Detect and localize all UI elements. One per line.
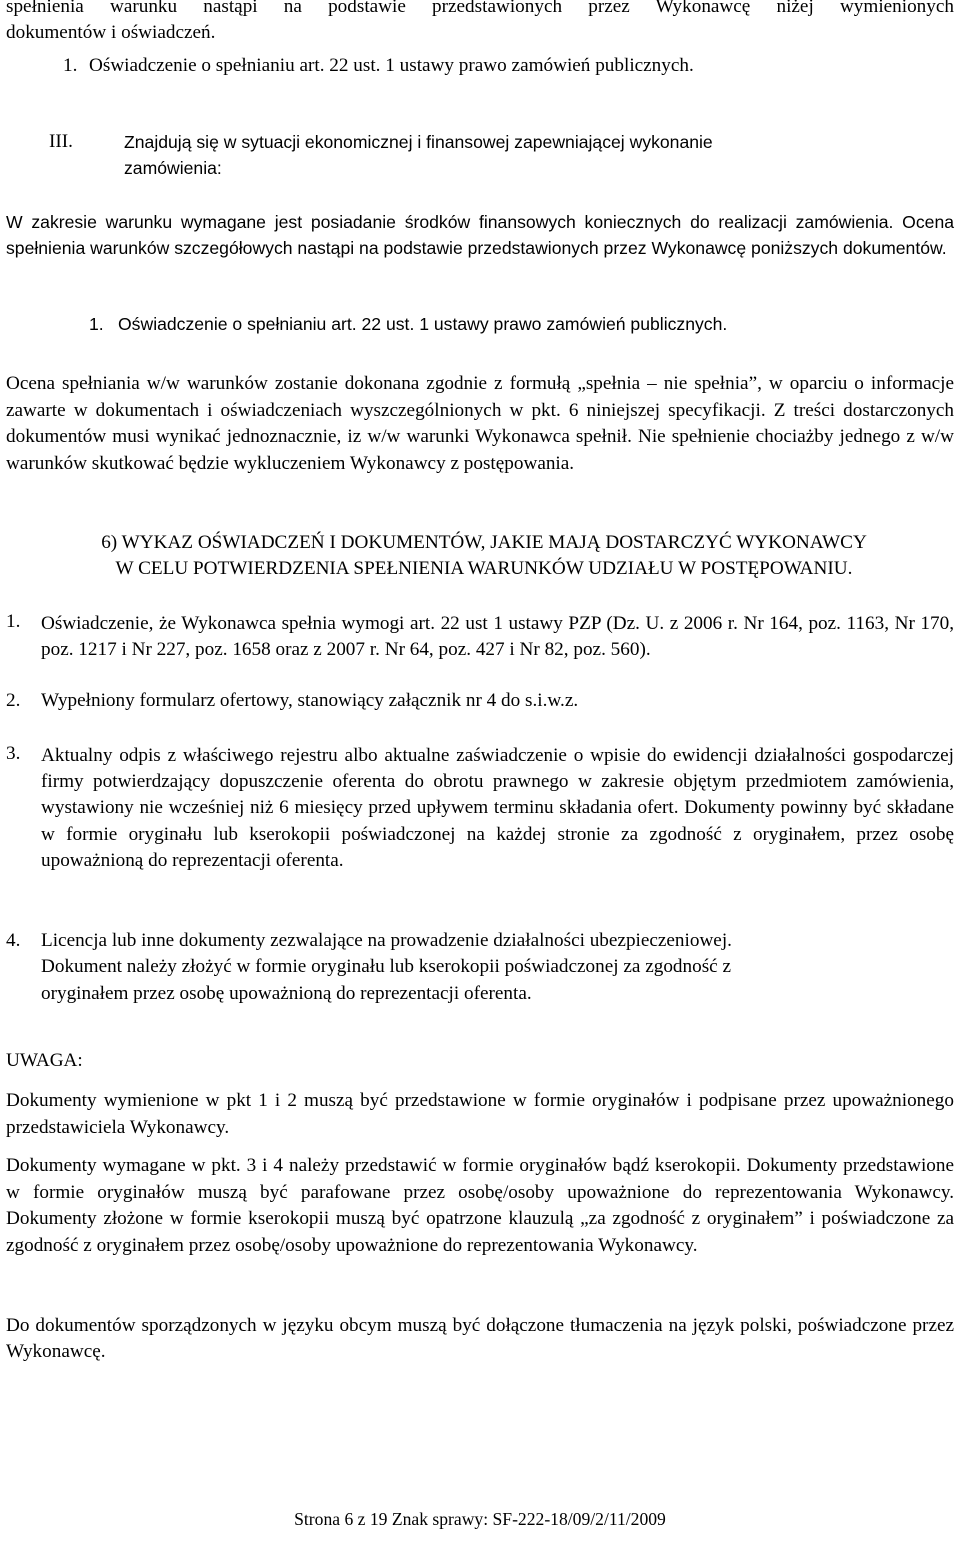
intro-line-1: spełnienia warunku nastąpi na podstawie przedstawionych przez Wykonawcę niżej wymienionych (6, 0, 954, 17)
list-item-text: Oświadczenie o spełnianiu art. 22 ust. 1 ustawy prawo zamówień publicznych. (118, 314, 728, 334)
list-item-text: Wypełniony formularz ofertowy, stanowiący załącznik nr 4 do s.i.w.z. (41, 690, 579, 711)
list-number: 3. (6, 743, 21, 764)
list-item-text: Aktualny odpis z właściwego rejestru albo aktualne zaświadczenie o wpisie do ewidencji działalności gospodarczej firmy potwierdzający dopuszczenie oferenta do obrotu prawnego w zakresie objętym przedmiotem zamówienia, wystawiony nie wcześniej niż 6 miesięcy przed upływem terminu składania ofert. Dokumenty powinny być składane w formie oryginału lub kserokopii poświadczonej na każdej stronie za zgodność z oryginałem, przez osobę upoważnioną do reprezentacji oferenta. (41, 745, 954, 871)
section-number: III. (49, 131, 73, 152)
list-number: 1. (89, 314, 104, 334)
list-number: 4. (6, 930, 21, 951)
list-item-line-3: oryginałem przez osobę upoważnioną do reprezentacji oferenta. (41, 983, 532, 1004)
section-6-heading-line-2: W CELU POTWIERDZENIA SPEŁNIENIA WARUNKÓW UDZIAŁU W POSTĘPOWANIU. (115, 558, 853, 579)
note-paragraph-2: Dokumenty wymagane w pkt. 3 i 4 należy przedstawić w formie oryginałów bądź kserokopii. Dokumenty przedstawione w formie oryginałów muszą być parafowane przez osobę/osoby upoważnione do reprezentowania Wykonawcy. Dokumenty złożone w formie kserokopii muszą być opatrzone klauzulą „za zgodność z oryginałem” i poświadczone za zgodność z oryginałem przez osobę/osoby upoważnione do reprezentowania Wykonawcy. (6, 1155, 954, 1256)
financial-paragraph (6, 209, 954, 261)
page-footer: Strona 6 z 19 Znak sprawy: SF-222-18/09/2/11/2009 (294, 1509, 666, 1529)
section-heading-line-1: Znajdują się w sytuacji ekonomicznej i finansowej zapewniającej wykonanie (124, 132, 713, 152)
list-item-line-1: Licencja lub inne dokumenty zezwalające na prowadzenie działalności ubezpieczeniowej. (41, 930, 732, 951)
list-number: 1. (6, 611, 21, 632)
note-paragraph-1: Dokumenty wymienione w pkt 1 i 2 muszą być przedstawione w formie oryginałów i podpisane przez upoważnionego przedstawiciela Wykonawcy. (6, 1090, 954, 1138)
evaluation-paragraph: Ocena spełniania w/w warunków zostanie dokonana zgodnie z formułą „spełnia – nie spełnia”, w oparciu o informacje zawarte w dokumentach i oświadczeniach wyszczególnionych w pkt. 6 niniejszej specyfikacji. Z treści dostarczonych dokumentów musi wynikać jednoznacznie, iz w/w warunki Wykonawca spełnił. Nie spełnienie chociażby jednego z w/w warunków skutkować będzie wykluczeniem Wykonawcy z postępowania. (6, 373, 954, 474)
list-number: 2. (6, 690, 21, 711)
intro-line-2: dokumentów i oświadczeń. (6, 22, 216, 43)
note-label: UWAGA: (6, 1050, 83, 1071)
list-item-text: Oświadczenie, że Wykonawca spełnia wymogi art. 22 ust 1 ustawy PZP (Dz. U. z 2006 r. Nr 164, poz. 1163, Nr 170, poz. 1217 i Nr 227, poz. 1658 oraz z 2007 r. Nr 64, poz. 427 i Nr 82, poz. 560). (41, 613, 954, 661)
list-number: 1. (63, 55, 78, 76)
list-item-text: Oświadczenie o spełnianiu art. 22 ust. 1 ustawy prawo zamówień publicznych. (89, 55, 694, 76)
financial-paragraph-part-2: Ocena spełnienia warunków szczegółowych nastąpi na podstawie przedstawionych przez Wykonawcę poniższych dokumentów. (6, 212, 955, 258)
note-paragraph-3: Do dokumentów sporządzonych w języku obcym muszą być dołączone tłumaczenia na język polski, poświadczone przez Wykonawcę. (6, 1315, 954, 1362)
financial-paragraph-part-1: W zakresie warunku wymagane jest posiadanie środków finansowych koniecznych do realizacji zamówienia. (6, 212, 894, 232)
section-heading-line-2: zamówienia: (124, 158, 222, 178)
section-6-heading-line-1: 6) WYKAZ OŚWIADCZEŃ I DOKUMENTÓW, JAKIE MAJĄ DOSTARCZYĆ WYKONAWCY (101, 532, 867, 553)
list-item-line-2: Dokument należy złożyć w formie oryginału lub kserokopii poświadczonej za zgodność z (41, 956, 732, 977)
